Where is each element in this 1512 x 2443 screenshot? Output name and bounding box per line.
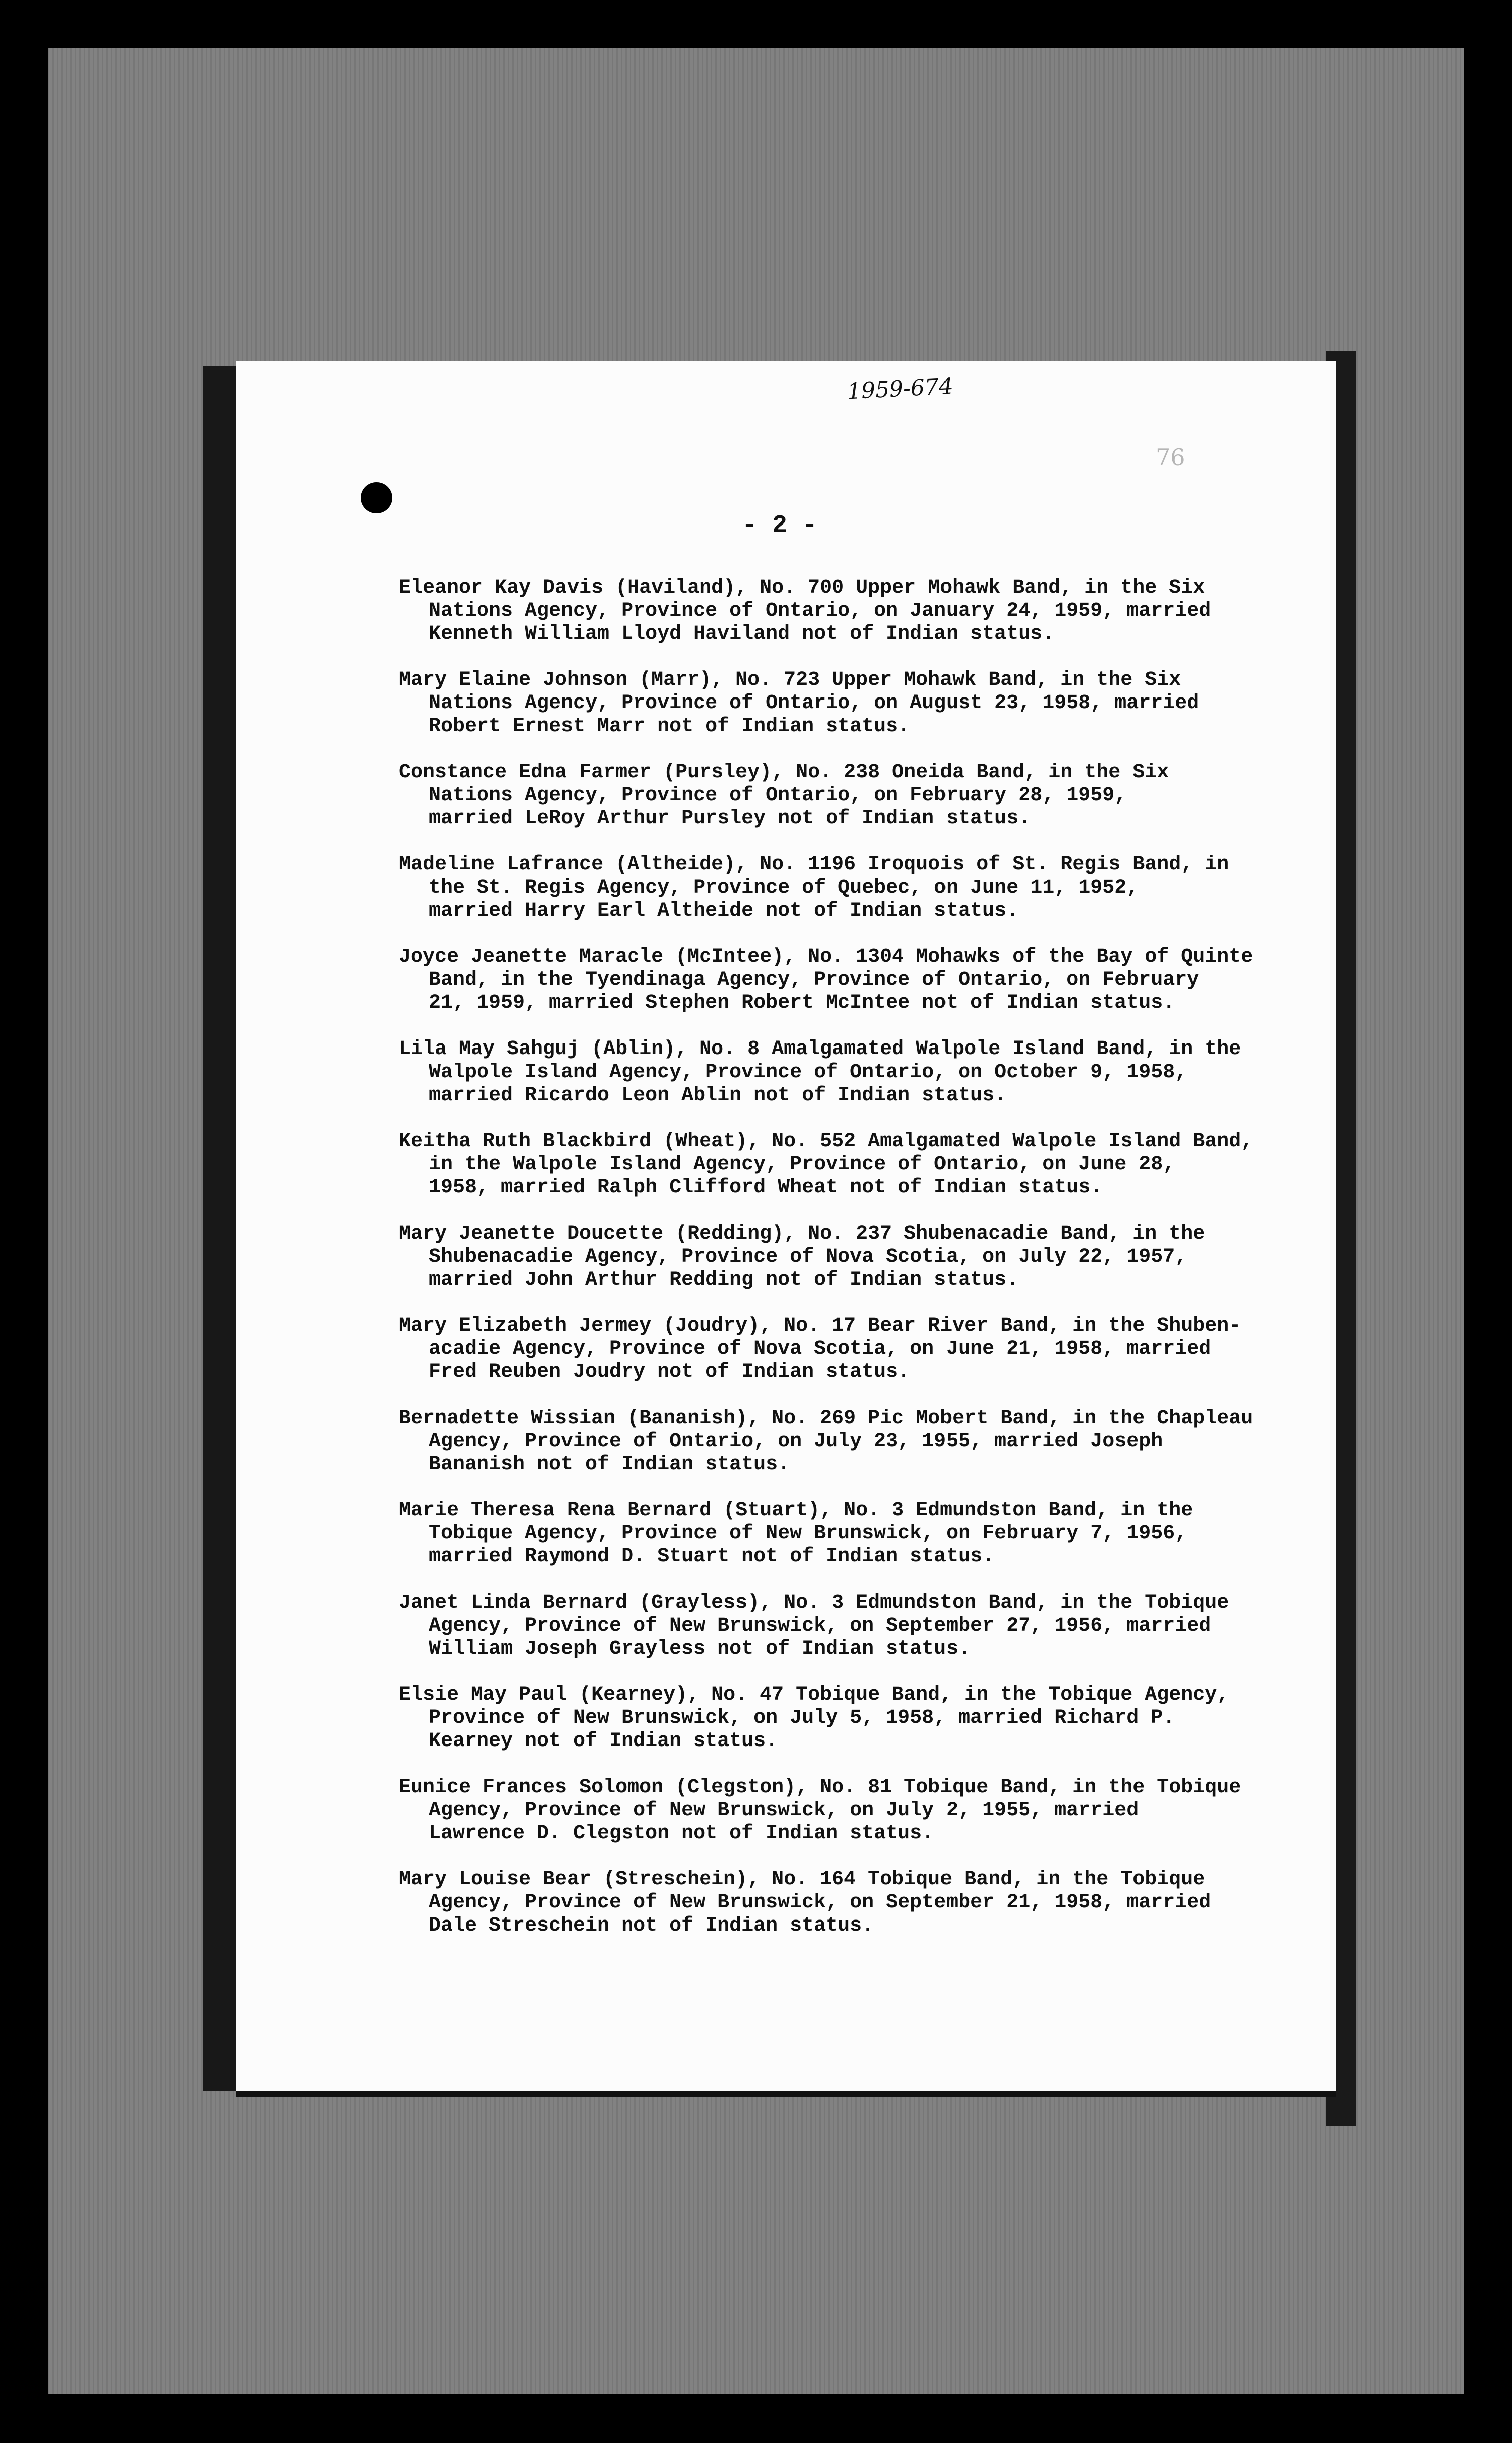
entry-line: Constance Edna Farmer (Pursley), No. 238 Oneida Band, in the Six bbox=[399, 761, 1169, 784]
entry-line: Kearney not of Indian status. bbox=[429, 1730, 778, 1753]
stamp-number: 76 bbox=[1156, 444, 1185, 471]
entry-line: Mary Louise Bear (Streschein), No. 164 Tobique Band, in the Tobique bbox=[399, 1868, 1205, 1891]
entry-line: married Harry Earl Altheide not of Indian status. bbox=[429, 900, 1019, 922]
entry-line: Shubenacadie Agency, Province of Nova Scotia, on July 22, 1957, bbox=[429, 1246, 1187, 1268]
entry-line: Elsie May Paul (Kearney), No. 47 Tobique Band, in the Tobique Agency, bbox=[399, 1684, 1229, 1706]
entry-line: William Joseph Grayless not of Indian status. bbox=[429, 1638, 971, 1660]
entry-line: Agency, Province of New Brunswick, on September 21, 1958, married bbox=[429, 1891, 1211, 1914]
entry bbox=[399, 1223, 1291, 1292]
entry-line: Marie Theresa Rena Bernard (Stuart), No. 3 Edmundston Band, in the bbox=[399, 1499, 1193, 1522]
entry-line: Lila May Sahguj (Ablin), No. 8 Amalgamated Walpole Island Band, in the bbox=[399, 1038, 1241, 1061]
entry-line: Eunice Frances Solomon (Clegston), No. 81 Tobique Band, in the Tobique bbox=[399, 1776, 1241, 1799]
page-number: - 2 - bbox=[742, 511, 818, 540]
entry bbox=[399, 1499, 1291, 1568]
entry-line: Agency, Province of New Brunswick, on July 2, 1955, married bbox=[429, 1799, 1139, 1822]
entry-line: married John Arthur Redding not of Indian status. bbox=[429, 1269, 1019, 1291]
entry bbox=[399, 1684, 1291, 1753]
entry-line: Janet Linda Bernard (Grayless), No. 3 Edmundston Band, in the Tobique bbox=[399, 1592, 1229, 1614]
entry-line: Keitha Ruth Blackbird (Wheat), No. 552 Amalgamated Walpole Island Band, bbox=[399, 1130, 1253, 1153]
entry-line: Fred Reuben Joudry not of Indian status. bbox=[429, 1361, 910, 1383]
entry-line: Robert Ernest Marr not of Indian status. bbox=[429, 715, 910, 738]
entry bbox=[399, 1407, 1291, 1476]
entry-line: married Ricardo Leon Ablin not of Indian status. bbox=[429, 1084, 1007, 1107]
entry bbox=[399, 946, 1291, 1015]
entry-line: Band, in the Tyendinaga Agency, Province of Ontario, on February bbox=[429, 969, 1199, 991]
entry-line: Nations Agency, Province of Ontario, on August 23, 1958, married bbox=[429, 692, 1199, 715]
entry-line: Eleanor Kay Davis (Haviland), No. 700 Upper Mohawk Band, in the Six bbox=[399, 577, 1205, 599]
entry-line: Joyce Jeanette Maracle (McIntee), No. 1304 Mohawks of the Bay of Quinte bbox=[399, 946, 1253, 968]
entry-line: Dale Streschein not of Indian status. bbox=[429, 1914, 874, 1937]
entry-line: the St. Regis Agency, Province of Quebec, on June 11, 1952, bbox=[429, 877, 1139, 899]
entry-line: 21, 1959, married Stephen Robert McIntee not of Indian status. bbox=[429, 992, 1175, 1014]
entry bbox=[399, 1776, 1291, 1845]
entry-line: Lawrence D. Clegston not of Indian status. bbox=[429, 1822, 934, 1845]
entry-line: Mary Elaine Johnson (Marr), No. 723 Upper Mohawk Band, in the Six bbox=[399, 669, 1181, 691]
entry-line: acadie Agency, Province of Nova Scotia, on June 21, 1958, married bbox=[429, 1338, 1211, 1360]
entry-line: Walpole Island Agency, Province of Ontario, on October 9, 1958, bbox=[429, 1061, 1187, 1084]
entry bbox=[399, 669, 1291, 738]
entry bbox=[399, 761, 1291, 830]
entry-line: Kenneth William Lloyd Haviland not of Indian status. bbox=[429, 623, 1055, 645]
entry bbox=[399, 1315, 1291, 1384]
entry-line: Agency, Province of New Brunswick, on September 27, 1956, married bbox=[429, 1615, 1211, 1637]
entry bbox=[399, 1130, 1291, 1199]
entry-line: Province of New Brunswick, on July 5, 1958, married Richard P. bbox=[429, 1707, 1175, 1729]
entry-line: Nations Agency, Province of Ontario, on January 24, 1959, married bbox=[429, 600, 1211, 622]
entry-line: married LeRoy Arthur Pursley not of Indian status. bbox=[429, 807, 1031, 830]
entries-list bbox=[399, 577, 1291, 1961]
entry-line: Mary Elizabeth Jermey (Joudry), No. 17 Bear River Band, in the Shuben- bbox=[399, 1315, 1241, 1337]
entry-line: 1958, married Ralph Clifford Wheat not of Indian status. bbox=[429, 1176, 1103, 1199]
entry bbox=[399, 577, 1291, 646]
entry-line: Nations Agency, Province of Ontario, on February 28, 1959, bbox=[429, 784, 1127, 807]
entry-line: Tobique Agency, Province of New Brunswick, on February 7, 1956, bbox=[429, 1522, 1187, 1545]
entry-line: Bananish not of Indian status. bbox=[429, 1453, 790, 1476]
punch-hole bbox=[361, 482, 392, 513]
entry bbox=[399, 853, 1291, 923]
entry-line: Agency, Province of Ontario, on July 23, 1955, married Joseph bbox=[429, 1430, 1163, 1453]
entry bbox=[399, 1592, 1291, 1661]
page-bottom-edge bbox=[236, 2091, 1336, 2097]
entry-line: Madeline Lafrance (Altheide), No. 1196 Iroquois of St. Regis Band, in bbox=[399, 853, 1229, 876]
entry-line: married Raymond D. Stuart not of Indian status. bbox=[429, 1545, 995, 1568]
entry-line: Mary Jeanette Doucette (Redding), No. 237 Shubenacadie Band, in the bbox=[399, 1223, 1205, 1245]
handwritten-reference: 1959-674 bbox=[846, 373, 954, 405]
entry-line: in the Walpole Island Agency, Province of Ontario, on June 28, bbox=[429, 1153, 1175, 1176]
entry-line: Bernadette Wissian (Bananish), No. 269 Pic Mobert Band, in the Chapleau bbox=[399, 1407, 1253, 1430]
entry bbox=[399, 1038, 1291, 1107]
entry bbox=[399, 1868, 1291, 1938]
